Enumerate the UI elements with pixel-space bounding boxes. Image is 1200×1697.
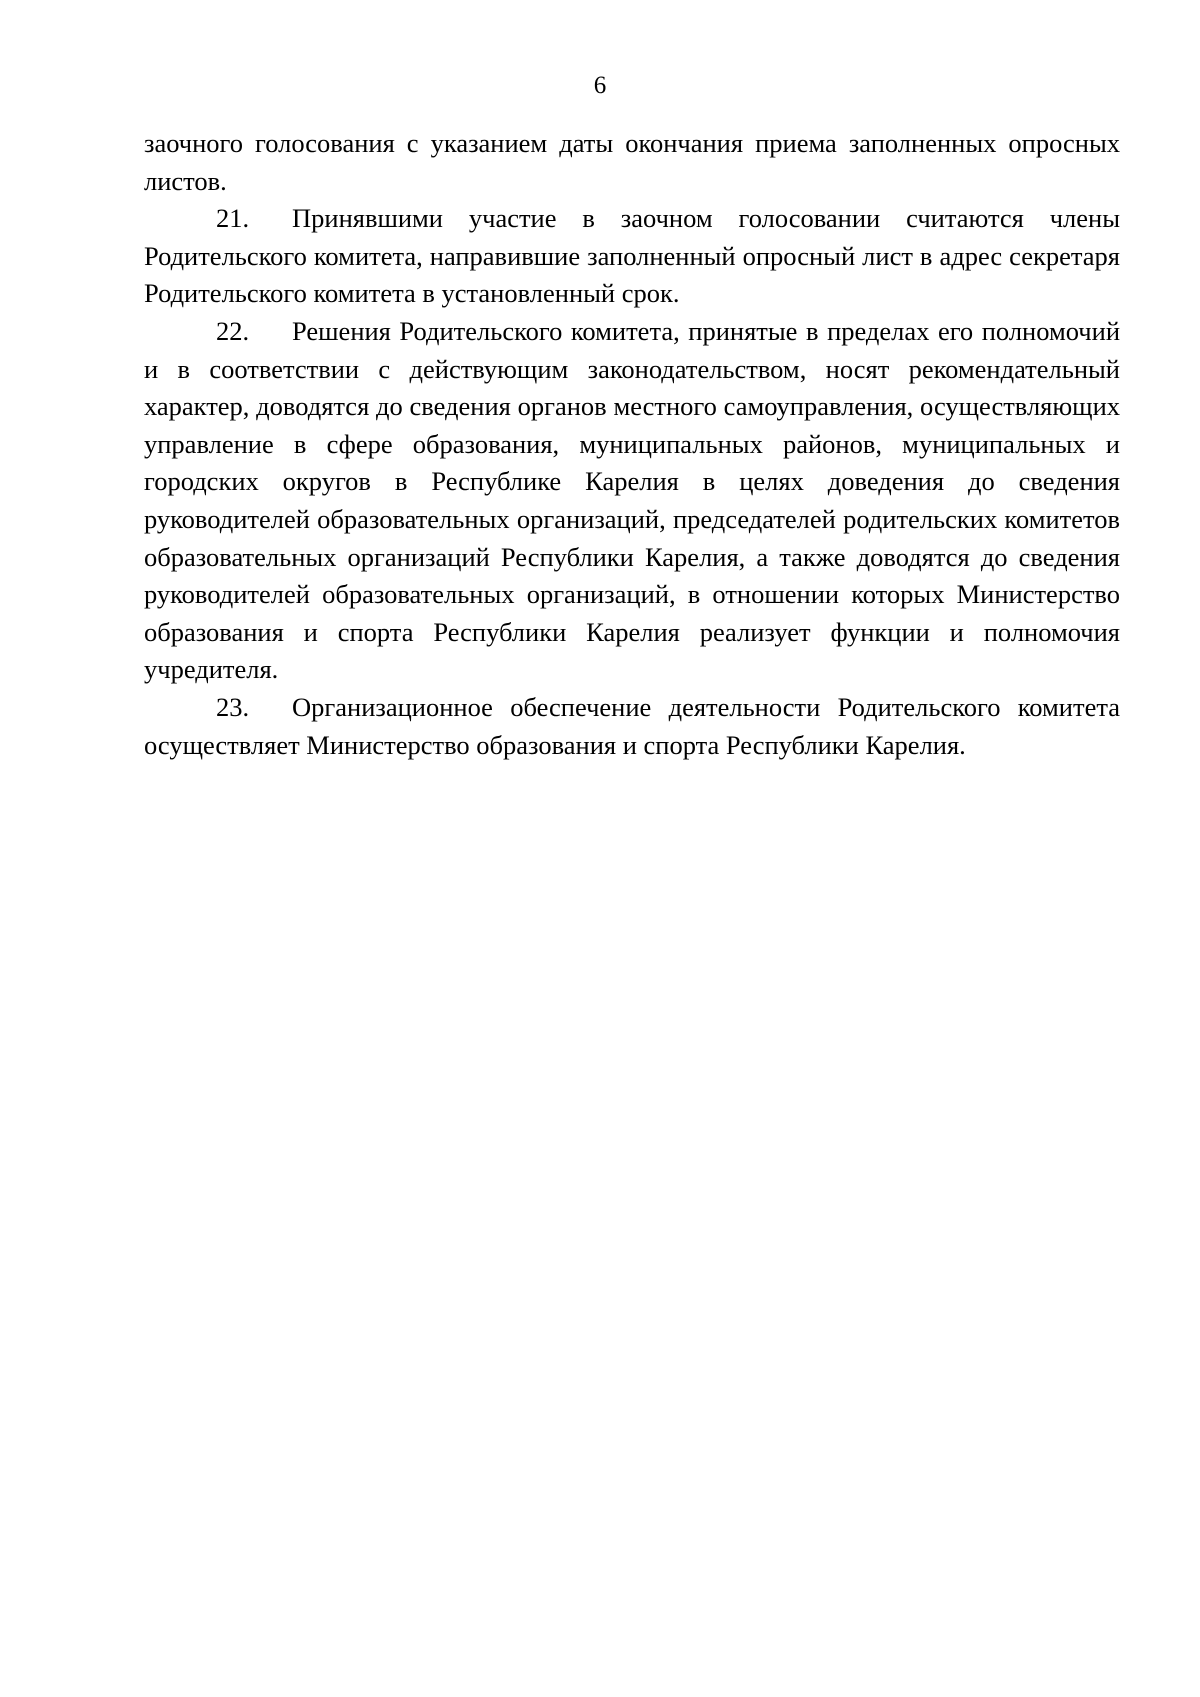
paragraph-continuation bbox=[144, 125, 1120, 200]
paragraph-text: заочного голосования с указанием даты окончания приема заполненных опросных листов. bbox=[144, 128, 1120, 196]
paragraph-21 bbox=[144, 200, 1120, 313]
paragraph-number: 22. bbox=[216, 315, 250, 346]
paragraph-23 bbox=[144, 689, 1120, 764]
paragraph-text: Принявшими участие в заочном голосовании считаются члены Родительского комитета, направившие заполненный опросный лист в адрес секретаря Родительского комитета в установленный срок. bbox=[144, 203, 1120, 309]
document-body bbox=[144, 125, 1120, 764]
paragraph-text: Организационное обеспечение деятельности Родительского комитета осуществляет Министерство образования и спорта Республики Карелия. bbox=[144, 691, 1120, 760]
page-number: 6 bbox=[593, 72, 607, 99]
paragraph-number: 21. bbox=[216, 203, 250, 234]
paragraph-22 bbox=[144, 313, 1120, 689]
paragraph-number: 23. bbox=[216, 691, 250, 722]
paragraph-text: Решения Родительского комитета, принятые в пределах его полномочий и в соответствии с действующим законодательством, носят рекомендательный характер, доводятся до сведения органов местного самоуправления, осуществляющих управление в сфере образования, муниципальных районов, муниципальных и городских округов в Республике Карелия в целях доведения до сведения руководителей образовательных организаций, председателей родительских комитетов образовательных организаций Республики Карелия, а также доводятся до сведения руководителей образовательных организаций, в отношении которых Министерство образования и спорта Республики Карелия реализует функции и полномочия учредителя. bbox=[144, 315, 1120, 685]
